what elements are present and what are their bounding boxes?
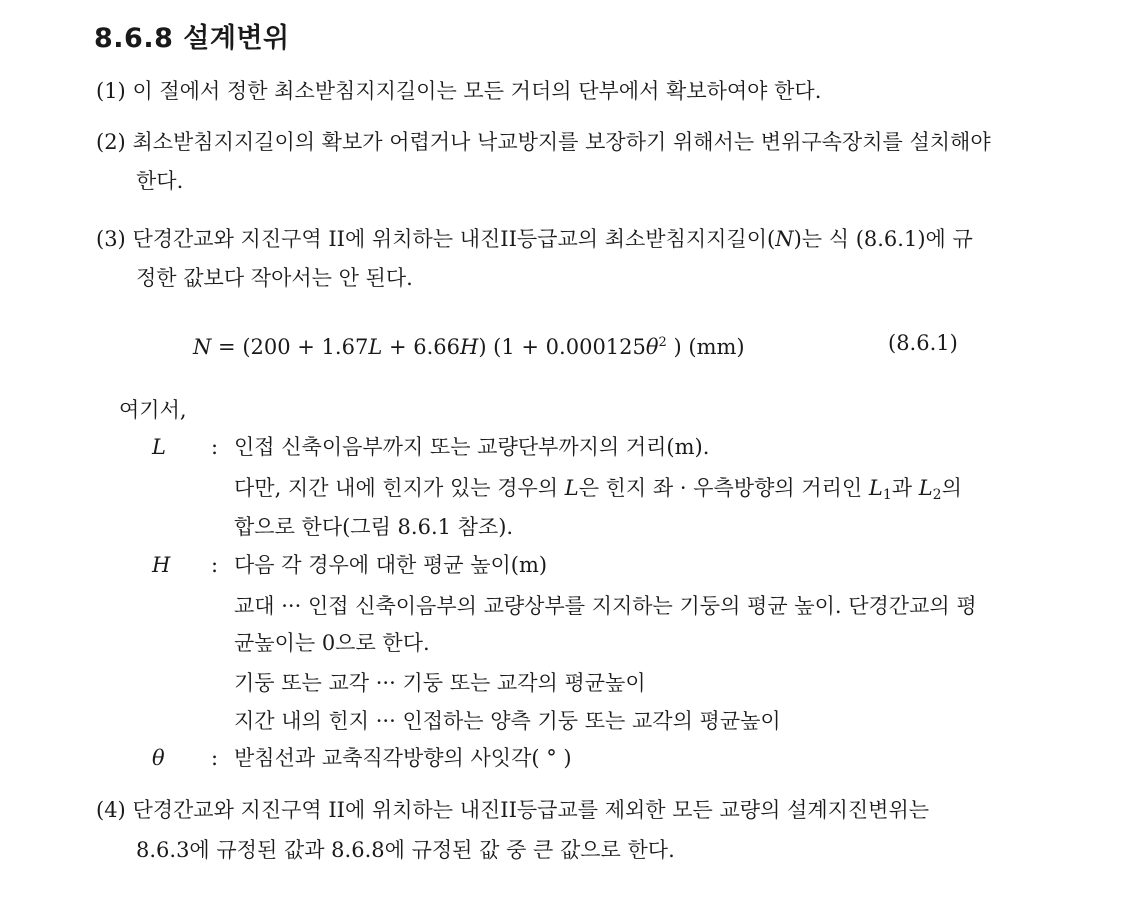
def-l-var-l1: L (868, 476, 883, 500)
equation-var-l: L (368, 335, 383, 359)
section-heading (94, 16, 290, 55)
item-4-line-2: 8.6.3에 규정된 값과 8.6.8에 규정된 값 중 큰 값으로 한다. (136, 838, 675, 862)
item-4-marker: (4) (96, 798, 126, 822)
item-2-line-1 (96, 128, 991, 156)
section-number: 8.6.8 (94, 23, 174, 54)
section-title: 설계변위 (183, 23, 290, 54)
def-theta-symbol: θ (152, 746, 165, 770)
item-4-text-1: 단경간교와 지진구역 II에 위치하는 내진II등급교를 제외한 모든 교량의 설계지진변위는 (132, 798, 930, 822)
item-4-line-1 (96, 796, 929, 824)
def-l-line-1: 인접 신축이음부까지 또는 교량단부까지의 거리(m). (234, 435, 710, 459)
item-3-line-1 (96, 225, 973, 253)
item-1-marker: (1) (96, 79, 126, 103)
def-l-colon: : (211, 435, 219, 459)
def-l-line-2d: 의 (941, 476, 962, 500)
def-theta-colon: : (211, 746, 219, 770)
def-l-line-2c: 과 (891, 476, 919, 500)
item-2-marker: (2) (96, 130, 126, 154)
equation-number: (8.6.1) (888, 331, 958, 355)
equation (193, 329, 745, 361)
def-l-sub-2: 2 (932, 487, 942, 503)
item-3-text-1b: )는 식 (8.6.1)에 규 (793, 227, 973, 251)
def-h-line-4: 기둥 또는 교각 ··· 기둥 또는 교각의 평균높이 (234, 671, 646, 695)
def-h-line-3: 균높이는 0으로 한다. (234, 631, 430, 655)
def-l-line-3: 합으로 한다(그림 8.6.1 참조). (234, 515, 514, 539)
def-l-sub-1: 1 (882, 487, 892, 503)
equation-lhs: N (193, 335, 212, 359)
item-3-text-1a: 단경간교와 지진구역 II에 위치하는 내진II등급교의 최소받침지지길이( (132, 227, 776, 251)
def-l-var-l2: L (918, 476, 933, 500)
item-2-text-1: 최소받침지지길이의 확보가 어렵거나 낙교방지를 보장하기 위해서는 변위구속장치를 설치해야 (132, 130, 991, 154)
item-2-line-2: 한다. (136, 169, 184, 193)
def-h-symbol: H (152, 553, 171, 577)
equation-exponent: 2 (658, 335, 667, 350)
def-h-line-5: 지간 내의 힌지 ··· 인접하는 양측 기둥 또는 교각의 평균높이 (234, 709, 781, 733)
def-l-line-2 (234, 474, 962, 509)
item-3-marker: (3) (96, 227, 126, 251)
where-label: 여기서, (119, 398, 187, 422)
equation-var-h: H (459, 335, 479, 359)
item-3-symbol-n: N (775, 227, 794, 251)
def-l-symbol: L (152, 435, 166, 459)
def-h-line-1: 다음 각 경우에 대한 평균 높이(m) (234, 553, 548, 577)
item-1 (96, 77, 821, 105)
def-h-colon: : (211, 553, 219, 577)
def-l-line-2a: 다만, 지간 내에 힌지가 있는 경우의 (234, 476, 565, 500)
item-3-line-2: 정한 값보다 작아서는 안 된다. (136, 266, 413, 290)
item-1-text: 이 절에서 정한 최소받침지지길이는 모든 거더의 단부에서 확보하여야 한다. (132, 79, 822, 103)
equation-part-4: ) (mm) (666, 335, 745, 359)
equation-part-2: + 6.66 (382, 335, 460, 359)
def-l-line-2b: 은 힌지 좌 · 우측방향의 거리인 (578, 476, 869, 500)
def-h-line-2: 교대 ··· 인접 신축이음부의 교량상부를 지지하는 기둥의 평균 높이. 단경간교의 평 (234, 594, 977, 618)
def-theta-line-1: 받침선과 교축직각방향의 사잇각( ° ) (234, 746, 572, 770)
equation-part-3: ) (1 + 0.000125 (478, 335, 646, 359)
equation-var-theta: θ (645, 335, 659, 359)
def-l-var-l: L (564, 476, 579, 500)
equation-part-1: = (200 + 1.67 (211, 335, 369, 359)
